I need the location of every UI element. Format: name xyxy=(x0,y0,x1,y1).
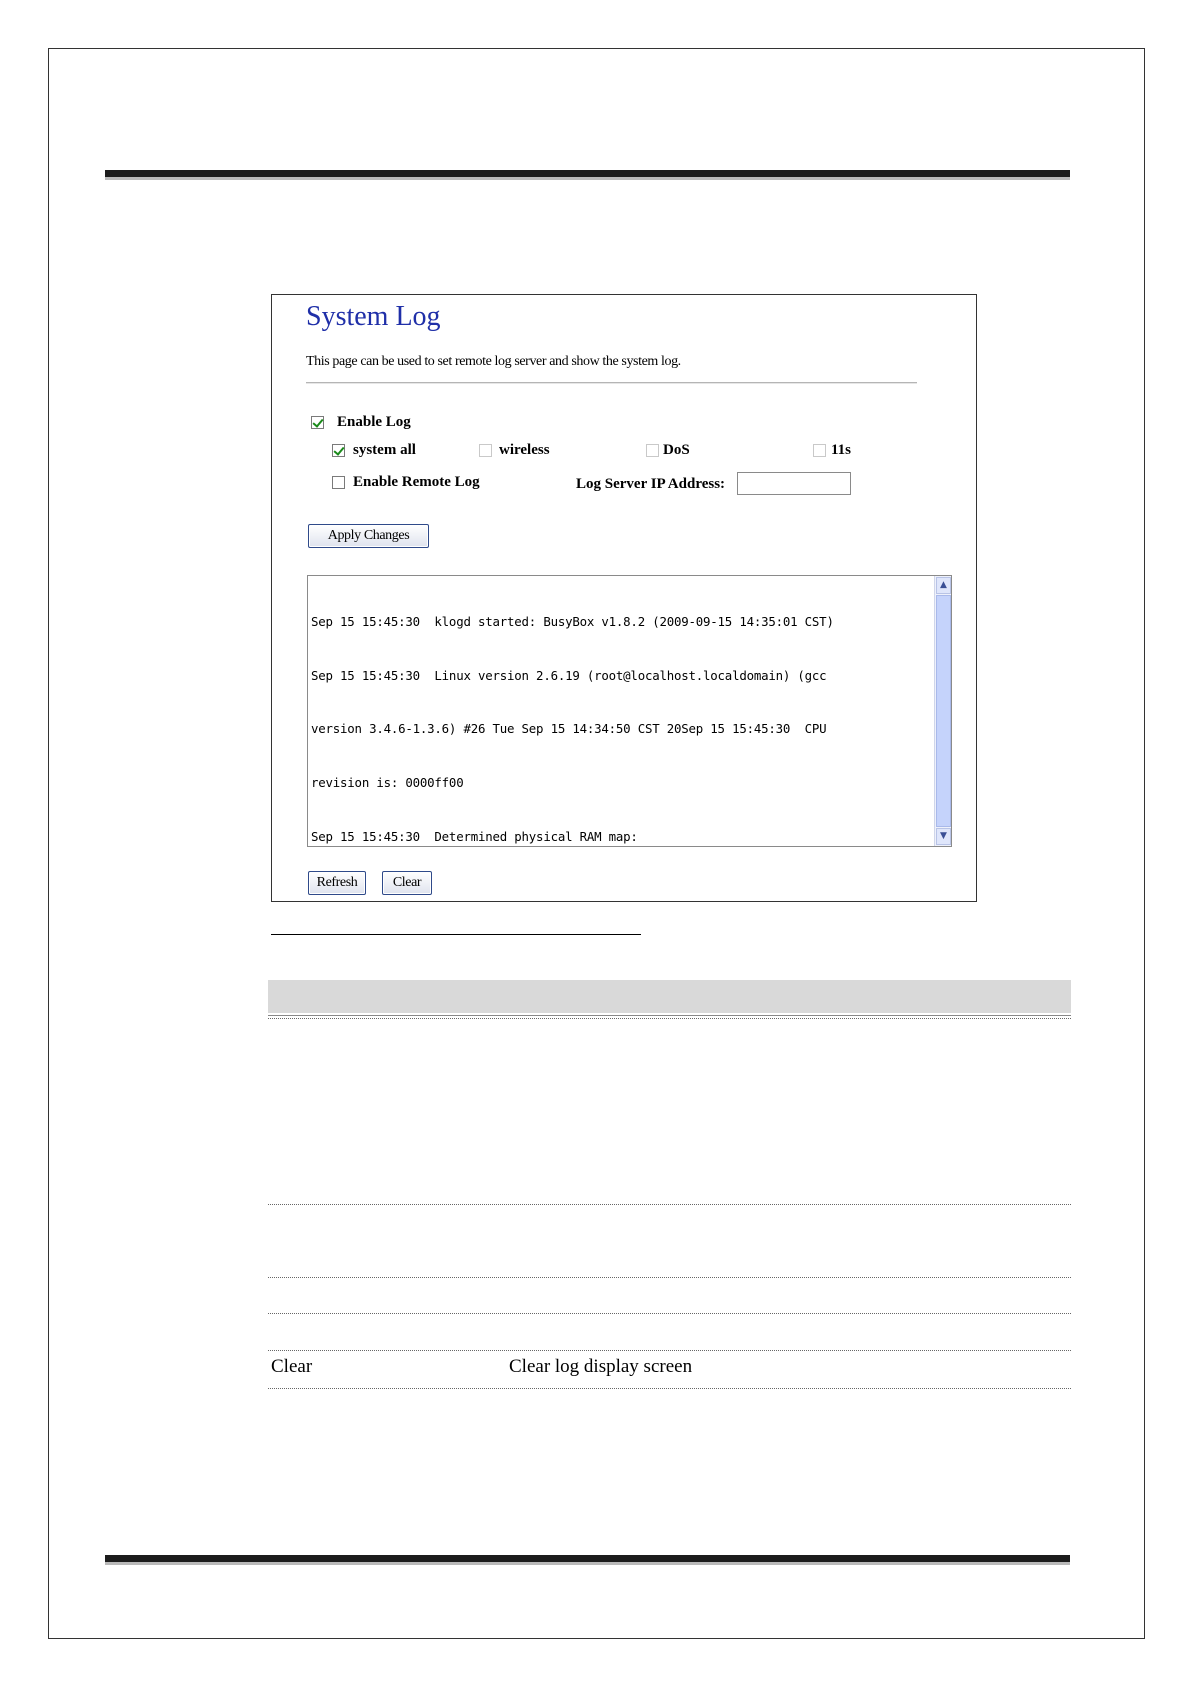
log-line: revision is: 0000ff00 xyxy=(311,774,464,790)
table-row-item: Clear xyxy=(271,1356,313,1377)
enable-log-checkbox[interactable] xyxy=(311,416,324,429)
table-line xyxy=(268,1204,1071,1205)
dos-checkbox[interactable] xyxy=(646,444,659,457)
11s-label: 11s xyxy=(831,442,852,458)
enable-remote-log-label: Enable Remote Log xyxy=(353,474,480,490)
enable-remote-log-checkbox[interactable] xyxy=(332,476,345,489)
11s-checkbox[interactable] xyxy=(813,444,826,457)
table-line xyxy=(268,1277,1071,1278)
log-line: Sep 15 15:45:30 klogd started: BusyBox v1.8.2 (2009-09-15 14:35:01 CST) xyxy=(311,613,834,629)
page-description: This page can be used to set remote log server and show the system log. xyxy=(306,354,681,369)
log-lines xyxy=(311,577,929,847)
caption-line xyxy=(271,934,641,935)
system-all-checkbox[interactable] xyxy=(332,444,345,457)
log-scrollbar[interactable] xyxy=(934,576,951,846)
table-line xyxy=(268,1313,1071,1314)
system-log-screenshot xyxy=(271,294,977,902)
table-line xyxy=(268,1018,1071,1019)
table-line xyxy=(268,1350,1071,1351)
log-server-ip-label: Log Server IP Address: xyxy=(576,476,726,492)
enable-log-label: Enable Log xyxy=(337,414,411,430)
table-row-description: Clear log display screen xyxy=(509,1356,693,1377)
dos-label: DoS xyxy=(663,442,690,458)
wireless-label: wireless xyxy=(499,442,550,458)
log-textarea[interactable] xyxy=(307,575,952,847)
table-line xyxy=(268,1388,1071,1389)
refresh-button[interactable]: Refresh xyxy=(308,871,366,895)
apply-changes-button[interactable]: Apply Changes xyxy=(308,524,429,548)
page-title: System Log xyxy=(306,301,441,332)
header-rule xyxy=(105,170,1070,180)
table-header xyxy=(268,980,1071,1013)
divider xyxy=(306,382,917,384)
log-line: version 3.4.6-1.3.6) #26 Tue Sep 15 14:34:50 CST 20Sep 15 15:45:30 CPU xyxy=(311,721,827,737)
arrow-up-icon[interactable]: ▲ xyxy=(936,577,951,594)
log-line: Sep 15 15:45:30 Determined physical RAM map: xyxy=(311,828,638,844)
arrow-down-icon[interactable]: ▼ xyxy=(936,828,951,845)
wireless-checkbox[interactable] xyxy=(479,444,492,457)
clear-button[interactable]: Clear xyxy=(382,871,432,895)
footer-rule xyxy=(105,1555,1070,1565)
log-line: Sep 15 15:45:30 Linux version 2.6.19 (root@localhost.localdomain) (gcc xyxy=(311,667,827,683)
scrollbar-thumb[interactable] xyxy=(936,595,951,827)
system-all-label: system all xyxy=(353,442,416,458)
table-line xyxy=(268,1015,1071,1016)
log-server-ip-input[interactable] xyxy=(737,472,851,495)
